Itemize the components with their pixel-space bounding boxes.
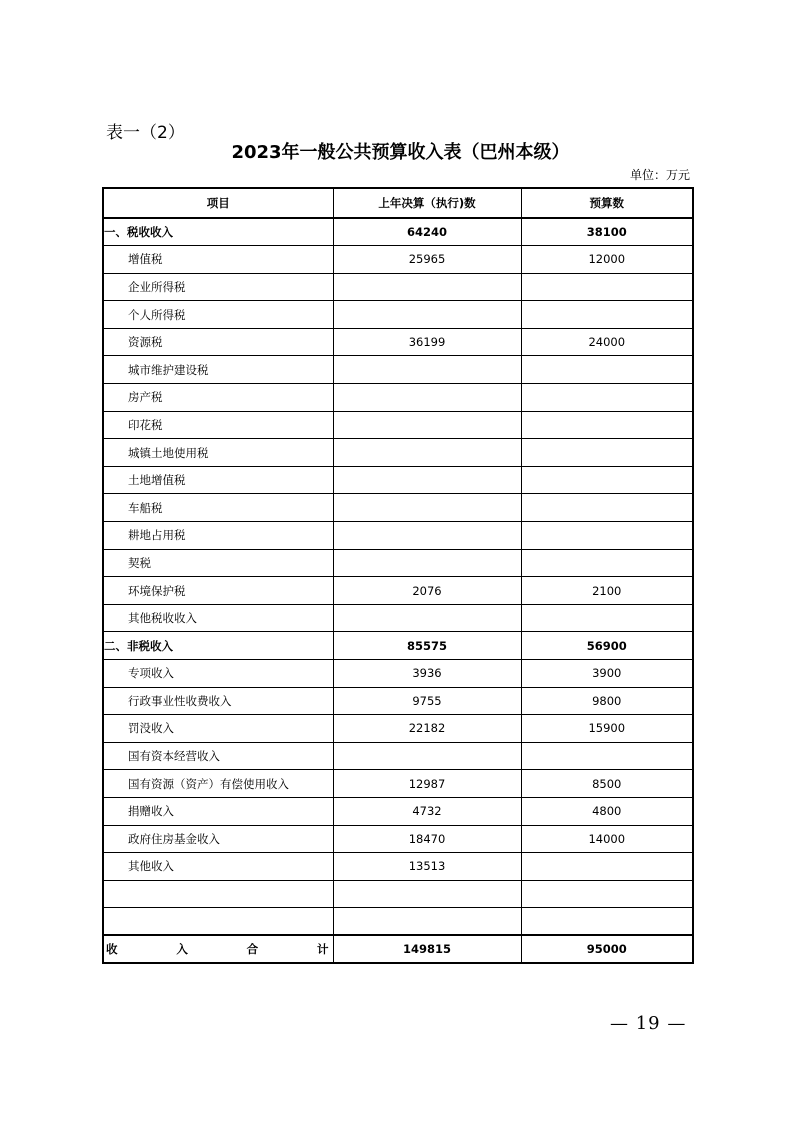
previous-actual-cell — [333, 273, 521, 301]
item-cell: 印花税 — [103, 411, 333, 439]
previous-actual-cell: 64240 — [333, 218, 521, 246]
table-row — [103, 853, 693, 881]
previous-actual-cell: 25965 — [333, 246, 521, 274]
item-cell: 增值税 — [103, 246, 333, 274]
budget-cell: 8500 — [521, 770, 693, 798]
budget-cell — [521, 273, 693, 301]
item-cell: 城镇土地使用税 — [103, 439, 333, 467]
previous-actual-cell: 9755 — [333, 687, 521, 715]
item-cell: 其他收入 — [103, 853, 333, 881]
previous-actual-cell — [333, 466, 521, 494]
table-row — [103, 908, 693, 936]
item-cell: 个人所得税 — [103, 301, 333, 329]
total-previous-actual-cell: 149815 — [333, 935, 521, 963]
table-row — [103, 880, 693, 908]
item-cell: 土地增值税 — [103, 466, 333, 494]
item-cell: 其他税收收入 — [103, 604, 333, 632]
page-number: — 19 — — [610, 1013, 687, 1034]
table-row — [103, 218, 693, 246]
previous-actual-cell — [333, 411, 521, 439]
budget-cell — [521, 301, 693, 329]
item-cell: 契税 — [103, 549, 333, 577]
table-row — [103, 522, 693, 550]
table-row — [103, 770, 693, 798]
table-row — [103, 632, 693, 660]
item-cell: 耕地占用税 — [103, 522, 333, 550]
table-row — [103, 825, 693, 853]
previous-actual-cell: 3936 — [333, 660, 521, 688]
budget-cell: 2100 — [521, 577, 693, 605]
total-budget-cell: 95000 — [521, 935, 693, 963]
item-cell: 罚没收入 — [103, 715, 333, 743]
budget-cell — [521, 853, 693, 881]
item-cell: 企业所得税 — [103, 273, 333, 301]
budget-cell: 56900 — [521, 632, 693, 660]
item-cell: 捐赠收入 — [103, 797, 333, 825]
previous-actual-cell: 13513 — [333, 853, 521, 881]
budget-table — [102, 187, 694, 964]
budget-cell: 15900 — [521, 715, 693, 743]
table-row — [103, 494, 693, 522]
table-number: 表一（2） — [106, 123, 185, 143]
item-cell: 二、非税收入 — [103, 632, 333, 660]
column-header-previous-actual: 上年决算（执行)数 — [333, 188, 521, 218]
item-cell — [103, 908, 333, 936]
budget-cell — [521, 549, 693, 577]
table-row — [103, 246, 693, 274]
budget-cell — [521, 494, 693, 522]
previous-actual-cell: 22182 — [333, 715, 521, 743]
previous-actual-cell — [333, 522, 521, 550]
table-row — [103, 356, 693, 384]
previous-actual-cell — [333, 356, 521, 384]
previous-actual-cell — [333, 742, 521, 770]
item-cell: 一、税收收入 — [103, 218, 333, 246]
table-row — [103, 411, 693, 439]
column-header-item: 项目 — [103, 188, 333, 218]
table-row — [103, 604, 693, 632]
total-label-char: 收 — [106, 942, 118, 957]
item-cell: 专项收入 — [103, 660, 333, 688]
budget-cell — [521, 411, 693, 439]
item-cell: 国有资源（资产）有偿使用收入 — [103, 770, 333, 798]
total-row — [103, 935, 693, 963]
budget-cell: 4800 — [521, 797, 693, 825]
budget-cell: 38100 — [521, 218, 693, 246]
previous-actual-cell — [333, 494, 521, 522]
budget-cell — [521, 384, 693, 412]
previous-actual-cell: 18470 — [333, 825, 521, 853]
table-header-row — [103, 188, 693, 218]
item-cell: 城市维护建设税 — [103, 356, 333, 384]
previous-actual-cell: 85575 — [333, 632, 521, 660]
item-cell: 国有资本经营收入 — [103, 742, 333, 770]
table-row — [103, 715, 693, 743]
previous-actual-cell — [333, 908, 521, 936]
total-label-cell — [103, 935, 333, 963]
table-row — [103, 549, 693, 577]
budget-cell — [521, 742, 693, 770]
previous-actual-cell: 12987 — [333, 770, 521, 798]
table-row — [103, 577, 693, 605]
budget-cell: 24000 — [521, 328, 693, 356]
previous-actual-cell — [333, 880, 521, 908]
previous-actual-cell — [333, 301, 521, 329]
unit-label: 单位：万元 — [629, 168, 690, 182]
previous-actual-cell: 36199 — [333, 328, 521, 356]
column-header-budget: 预算数 — [521, 188, 693, 218]
budget-cell — [521, 522, 693, 550]
previous-actual-cell: 2076 — [333, 577, 521, 605]
document-title: 2023年一般公共预算收入表（巴州本级） — [231, 142, 570, 163]
total-label-char: 入 — [176, 942, 188, 957]
item-cell: 资源税 — [103, 328, 333, 356]
item-cell: 车船税 — [103, 494, 333, 522]
budget-cell: 3900 — [521, 660, 693, 688]
previous-actual-cell: 4732 — [333, 797, 521, 825]
table-row — [103, 660, 693, 688]
item-cell — [103, 880, 333, 908]
budget-cell — [521, 880, 693, 908]
budget-cell: 9800 — [521, 687, 693, 715]
table-row — [103, 687, 693, 715]
budget-cell: 14000 — [521, 825, 693, 853]
table-row — [103, 384, 693, 412]
budget-cell — [521, 439, 693, 467]
item-cell: 政府住房基金收入 — [103, 825, 333, 853]
item-cell: 环境保护税 — [103, 577, 333, 605]
table-row — [103, 273, 693, 301]
table-row — [103, 742, 693, 770]
total-label-char: 合 — [246, 942, 259, 957]
table-row — [103, 328, 693, 356]
table-row — [103, 797, 693, 825]
budget-cell — [521, 466, 693, 494]
budget-cell: 12000 — [521, 246, 693, 274]
previous-actual-cell — [333, 604, 521, 632]
budget-cell — [521, 908, 693, 936]
table-row — [103, 301, 693, 329]
budget-cell — [521, 356, 693, 384]
previous-actual-cell — [333, 384, 521, 412]
table-row — [103, 466, 693, 494]
table-row — [103, 439, 693, 467]
total-label-char: 计 — [316, 942, 329, 957]
previous-actual-cell — [333, 439, 521, 467]
item-cell: 行政事业性收费收入 — [103, 687, 333, 715]
budget-cell — [521, 604, 693, 632]
previous-actual-cell — [333, 549, 521, 577]
item-cell: 房产税 — [103, 384, 333, 412]
